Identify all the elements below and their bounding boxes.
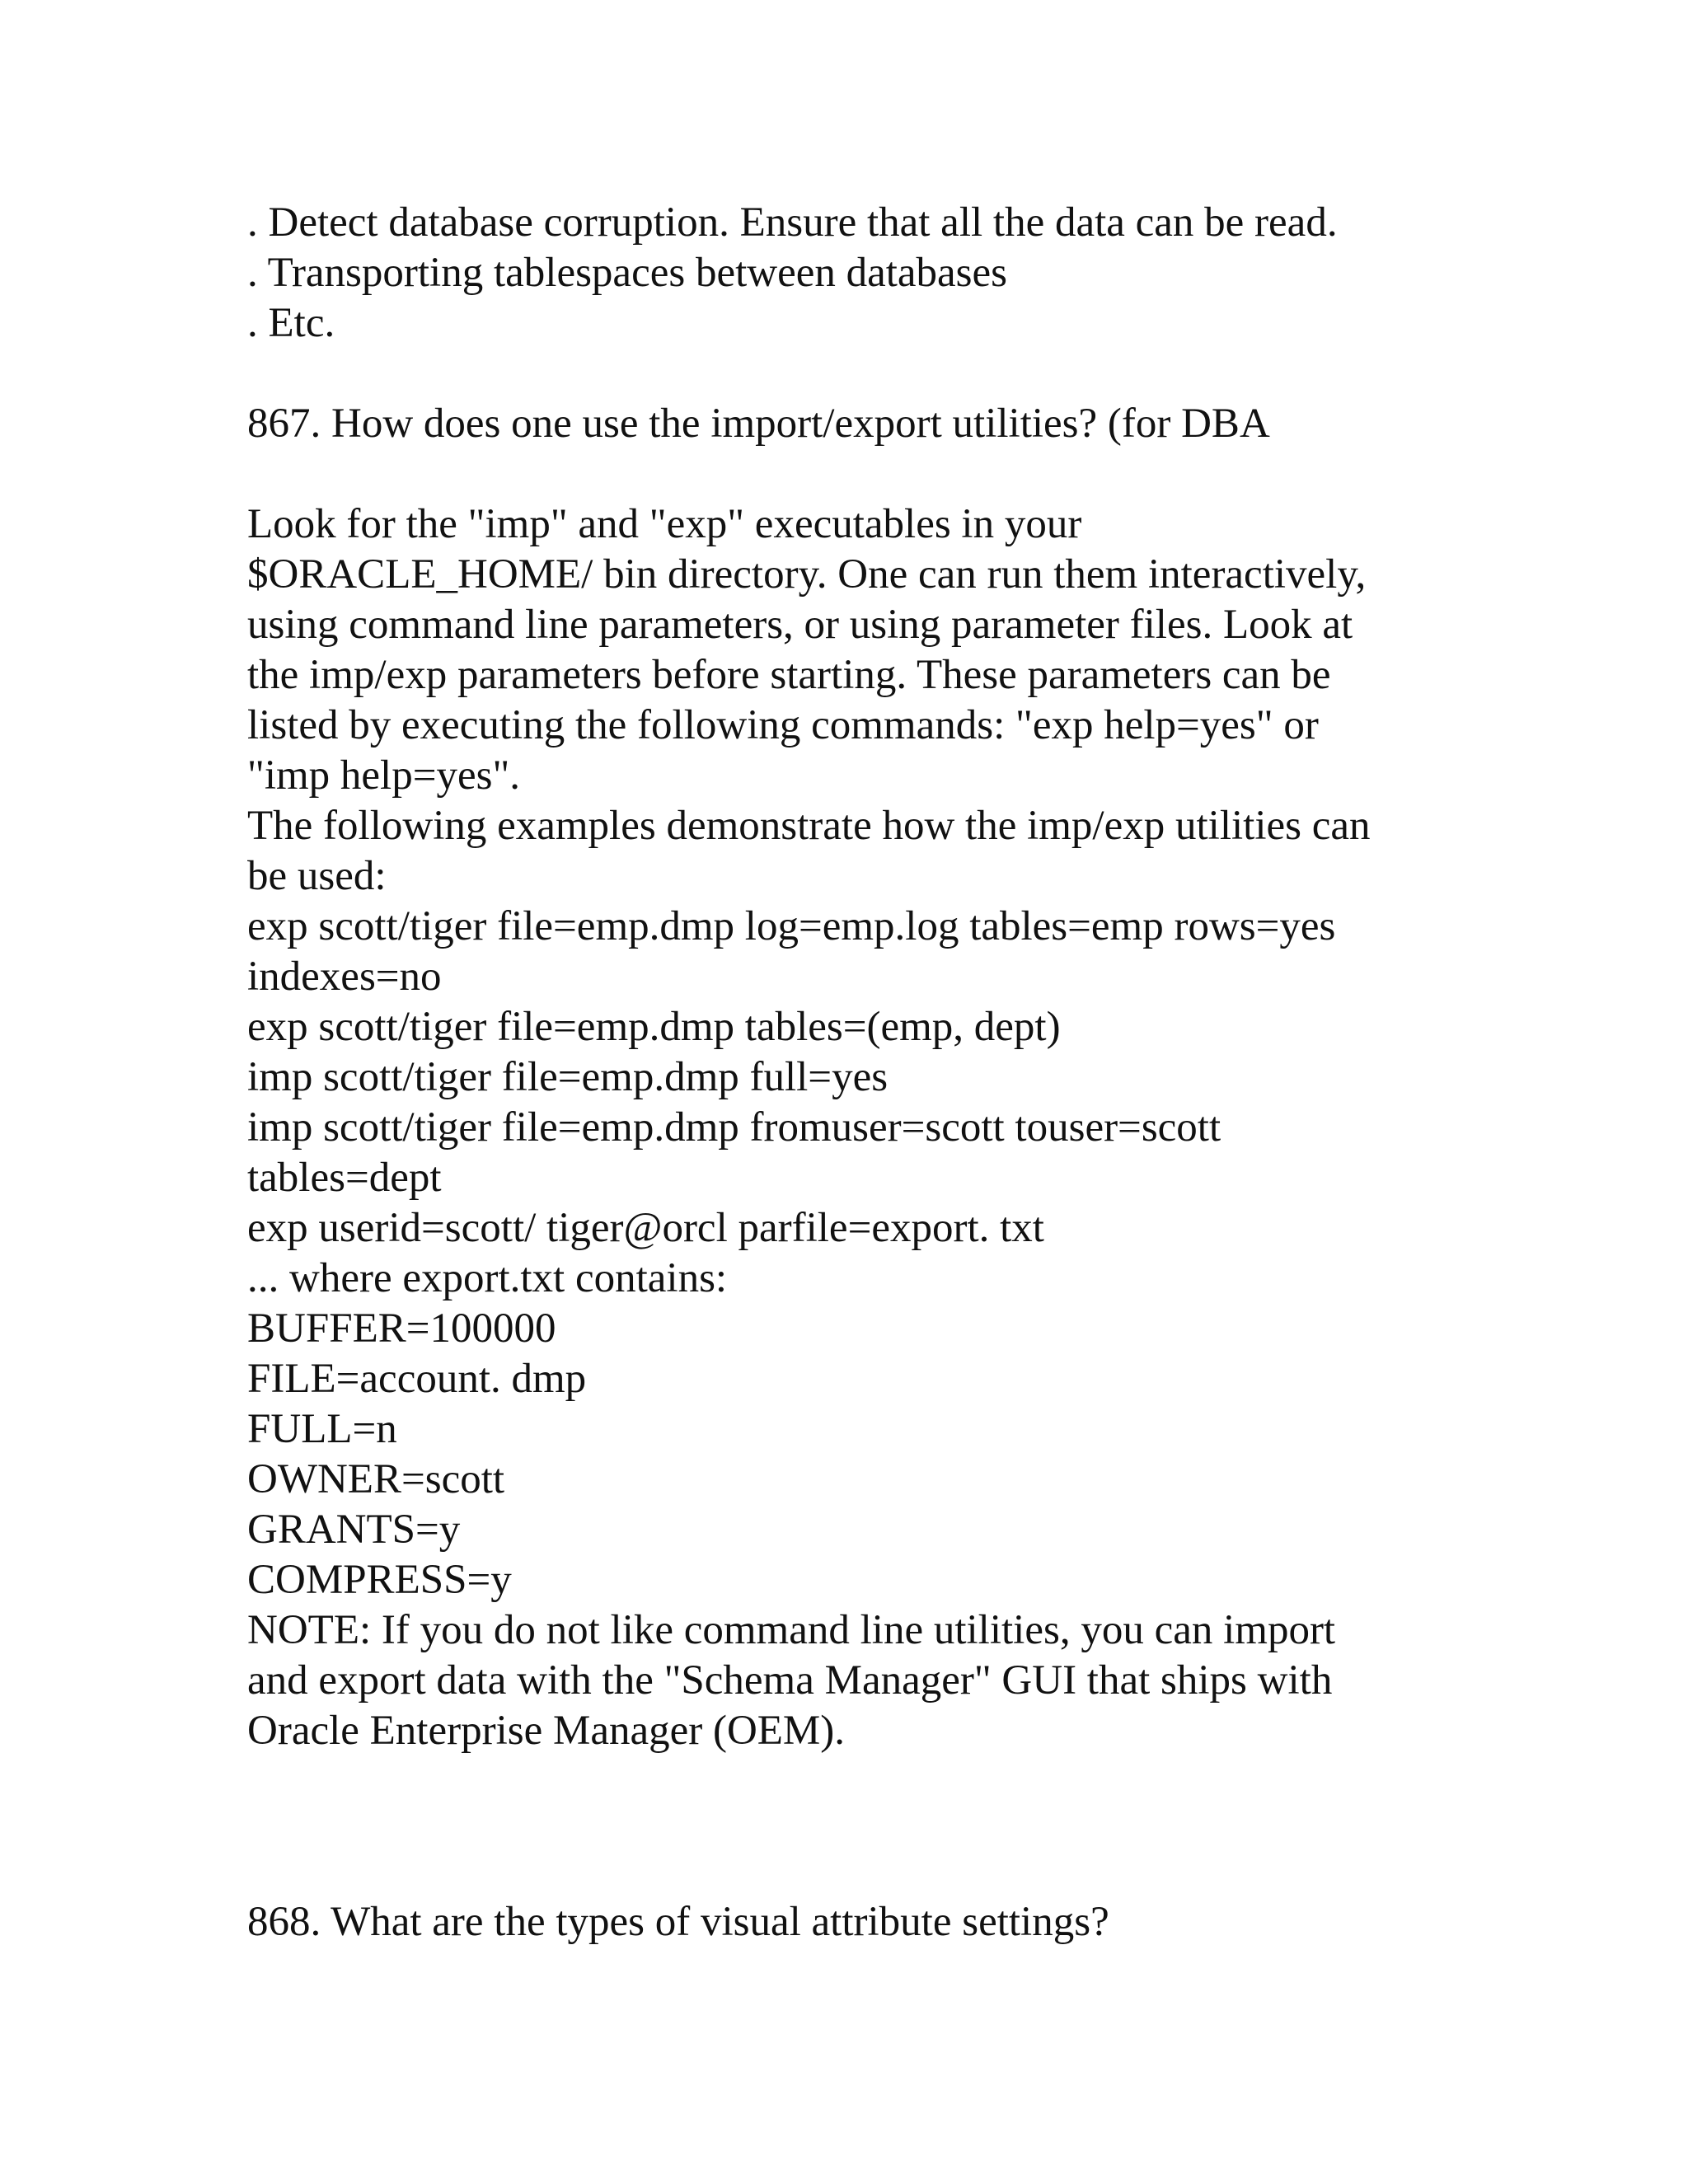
param-line: OWNER=scott: [247, 1456, 505, 1502]
note-line: and export data with the "Schema Manager" GUI that ships with: [247, 1657, 1333, 1704]
code-line: exp scott/tiger file=emp.dmp log=emp.log tables=emp rows=yes: [247, 903, 1336, 949]
code-line: imp scott/tiger file=emp.dmp fromuser=scott touser=scott: [247, 1104, 1221, 1151]
code-line: exp scott/tiger file=emp.dmp tables=(emp, dept): [247, 1004, 1061, 1050]
param-line: COMPRESS=y: [247, 1557, 512, 1603]
answer-line: ... where export.txt contains:: [247, 1255, 728, 1301]
param-line: GRANTS=y: [247, 1507, 461, 1553]
answer-line: The following examples demonstrate how the imp/exp utilities can: [247, 803, 1371, 849]
param-line: BUFFER=100000: [247, 1305, 556, 1352]
answer-line: the imp/exp parameters before starting. These parameters can be: [247, 652, 1331, 698]
question-868-heading: 868. What are the types of visual attribute settings?: [247, 1899, 1109, 1945]
code-line: indexes=no: [247, 954, 442, 1000]
code-line: tables=dept: [247, 1155, 442, 1201]
answer-line: Look for the "imp" and "exp" executables in your: [247, 501, 1082, 547]
answer-line: listed by executing the following commands: "exp help=yes" or: [247, 702, 1319, 748]
answer-line: be used:: [247, 853, 387, 899]
bullet-line: . Etc.: [247, 300, 335, 346]
param-line: FILE=account. dmp: [247, 1356, 587, 1402]
answer-line: using command line parameters, or using parameter files. Look at: [247, 602, 1353, 648]
code-line: imp scott/tiger file=emp.dmp full=yes: [247, 1054, 889, 1100]
bullet-line: . Transporting tablespaces between databases: [247, 250, 1008, 296]
param-line: FULL=n: [247, 1406, 397, 1452]
answer-line: $ORACLE_HOME/ bin directory. One can run them interactively,: [247, 551, 1367, 598]
note-line: NOTE: If you do not like command line utilities, you can import: [247, 1607, 1336, 1653]
code-line: exp userid=scott/ tiger@orcl parfile=export. txt: [247, 1205, 1044, 1251]
bullet-line: . Detect database corruption. Ensure that all the data can be read.: [247, 199, 1338, 246]
answer-line: "imp help=yes".: [247, 752, 521, 799]
question-867-heading: 867. How does one use the import/export utilities? (for DBA: [247, 401, 1270, 447]
note-line: Oracle Enterprise Manager (OEM).: [247, 1708, 846, 1754]
